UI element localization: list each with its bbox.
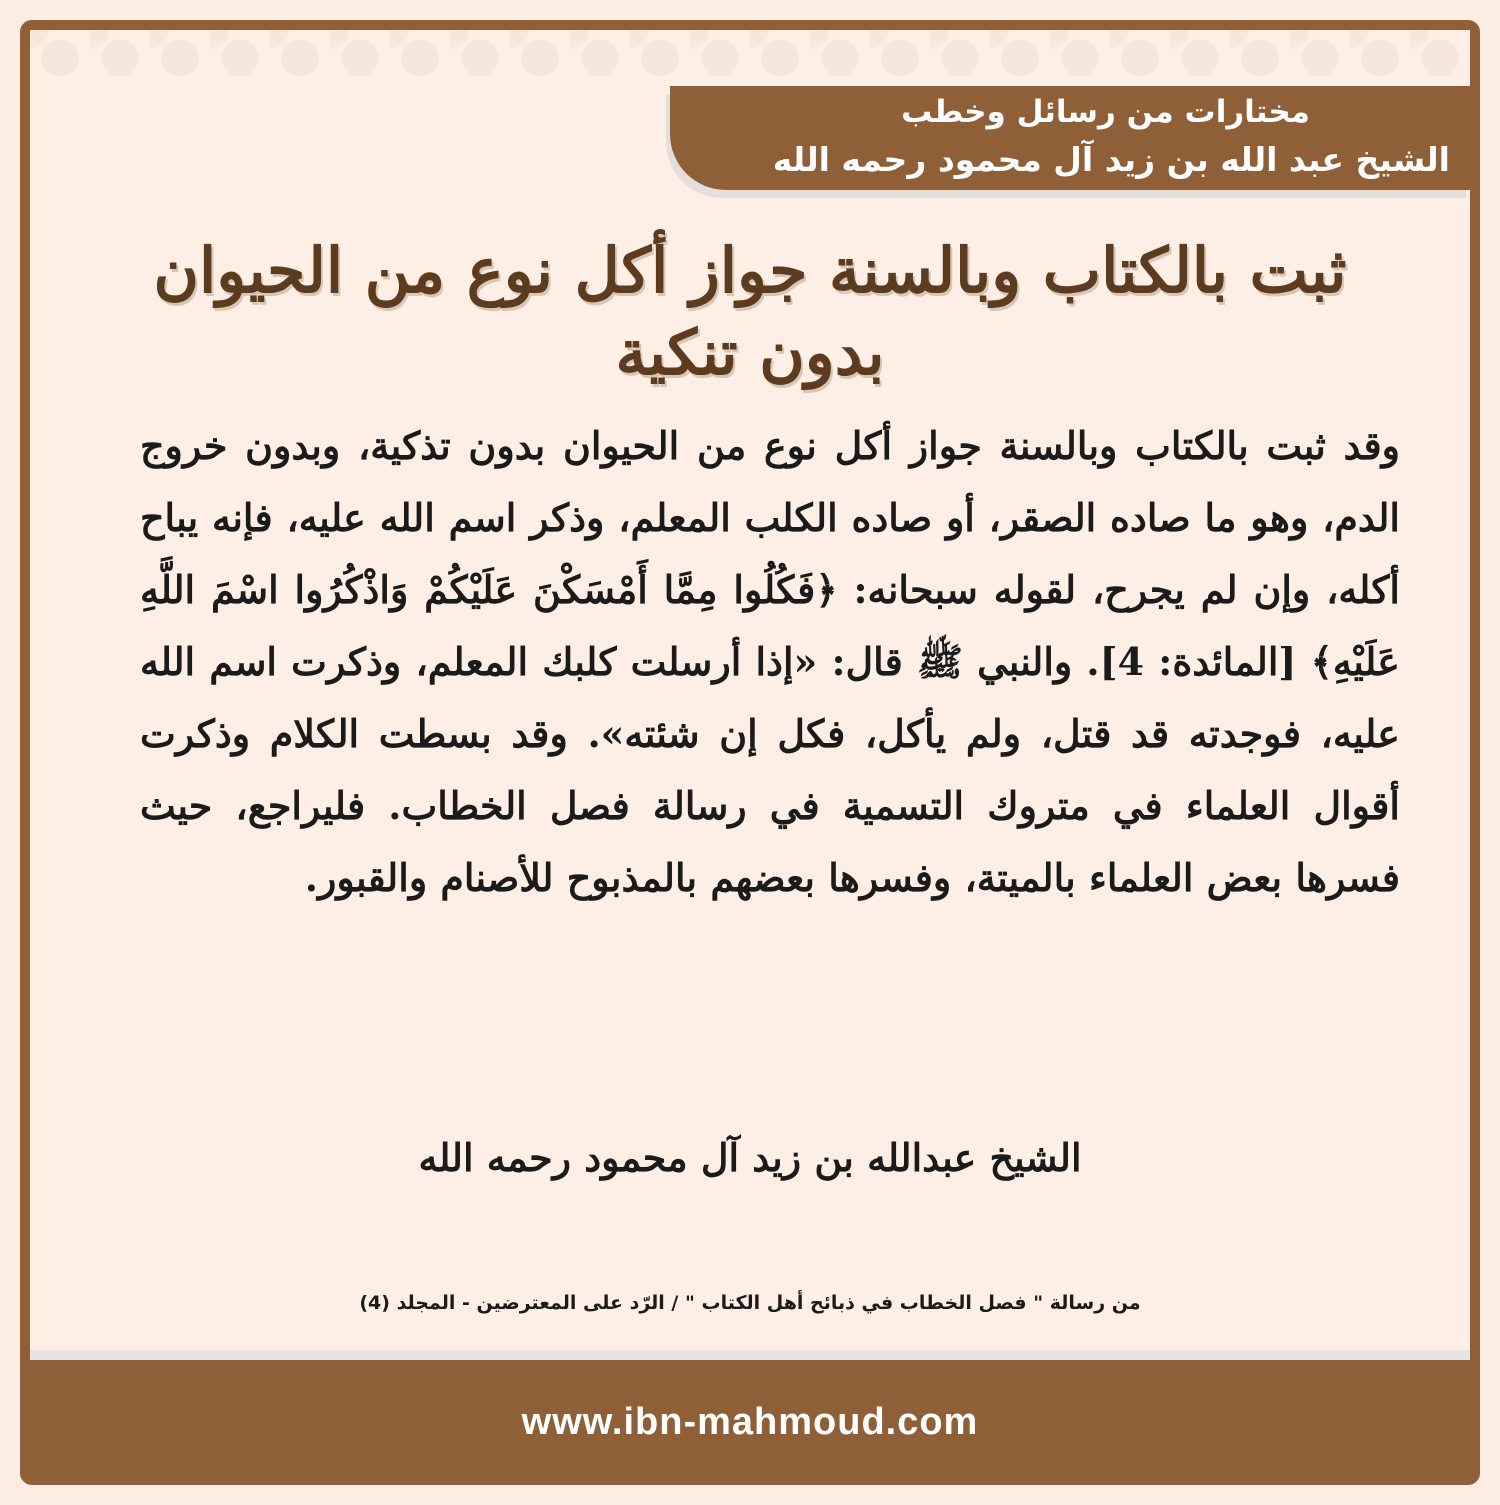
page-title: ثبت بالكتاب وبالسنة جواز أكل نوع من الحيوان بدون تنكية xyxy=(153,234,1347,389)
website-url: www.ibn-mahmoud.com xyxy=(521,1401,979,1443)
source-citation: من رسالة " فصل الخطاب في ذبائح أهل الكتاب " / الرّد على المعترضين - المجلد (4) xyxy=(359,1292,1141,1314)
author-signature: الشيخ عبدالله بن زيد آل محمود رحمه الله xyxy=(418,1135,1082,1180)
card-frame xyxy=(20,20,1480,1485)
footer xyxy=(20,1360,1480,1485)
content-panel xyxy=(30,30,1470,1360)
header-banner xyxy=(670,86,1470,190)
decorative-pattern xyxy=(30,30,1470,86)
body-text: وقد ثبت بالكتاب وبالسنة جواز أكل نوع من الحيوان بدون تذكية، وبدون خروج الدم، وهو ما صاده الصقر، أو صاده الكلب المعلم، وذكر اسم الله عليه، فإنه يباح أكله، وإن لم يجرح، لقوله سبحانه: ﴿فَكُلُوا مِمَّا أَمْسَكْنَ عَلَيْكُمْ وَاذْكُرُوا اسْمَ اللَّهِ عَلَيْهِ﴾ [المائدة: 4]. والنبي ﷺ قال: «إذا أرسلت كلبك المعلم، وذكرت اسم الله عليه، فوجدته قد قتل، ولم يأكل، فكل إن شئته». وقد بسطت الكلام وذكرت أقوال العلماء في متروك التسمية في رسالة فصل الخطاب. فليراجع، حيث فسرها بعض العلماء بالميتة، وفسرها بعضهم بالمذبوح للأصنام والقبور. xyxy=(140,423,1400,900)
divider xyxy=(30,1350,1470,1360)
series-title: مختارات من رسائل وخطب xyxy=(901,94,1310,130)
header-author: الشيخ عبد الله بن زيد آل محمود رحمه الله xyxy=(772,140,1450,179)
